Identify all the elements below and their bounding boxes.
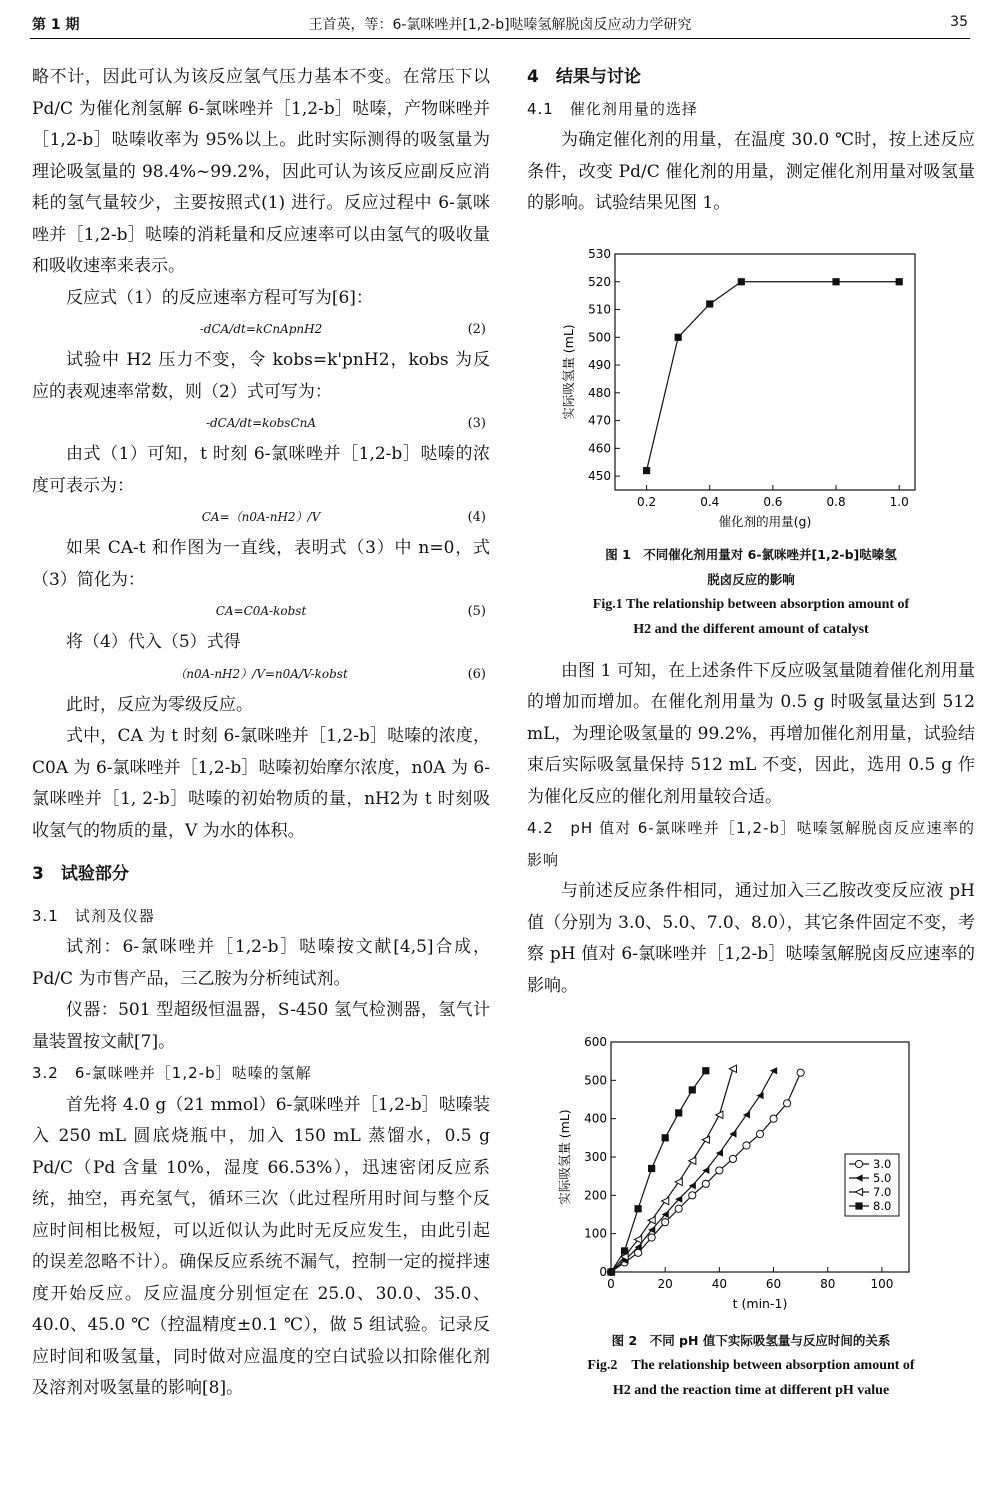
paragraph: 试验中 H2 压力不变，令 kobs=k'pnH2，kobs 为反应的表观速率常数，则（2）式可写为：: [32, 350, 490, 402]
data-point: [729, 1065, 736, 1072]
paragraph: 式中，CA 为 t 时刻 6-氯咪唑并［1,2-b］哒嗪的浓度，C0A 为 6-氯咪唑并［1,2-b］哒嗪初始摩尔浓度，n0A 为 6-氯咪唑并［1, 2-b］哒嗪的初始物质的量，nH2为 t 时刻吸收氢气的物质的量，V 为水的体积。: [32, 726, 490, 841]
data-point: [662, 1219, 669, 1226]
x-tick-label: 100: [870, 1277, 894, 1291]
paragraph: 与前述反应条件相同，通过加入三乙胺改变反应液 pH 值（分别为 3.0、5.0、7.0、8.0），其它条件固定不变，考察 pH 值对 6-氯咪唑并［1,2-b］哒嗪氢解脱卤反应速率的影响。: [527, 881, 975, 996]
y-tick-label: 500: [584, 1073, 607, 1088]
data-point: [689, 1157, 696, 1164]
y-tick-label: 500: [588, 329, 611, 344]
equation-number: (6): [467, 666, 486, 682]
figure-2-chart: [527, 1032, 975, 1322]
equation-number: (3): [467, 416, 486, 431]
y-tick-label: 200: [584, 1188, 607, 1203]
series-line: [611, 1071, 706, 1272]
data-point: [896, 278, 903, 285]
equation-number: (2): [467, 322, 486, 337]
y-tick-label: 450: [588, 468, 611, 483]
y-tick-label: 530: [588, 246, 611, 261]
data-point: [675, 1109, 682, 1116]
figure-2-caption: [527, 1328, 975, 1403]
legend-label: 8.0: [873, 1199, 892, 1213]
data-point: [662, 1134, 669, 1141]
data-point: [675, 333, 682, 340]
equation-text: -dCA/dt=kCnApnH2: [199, 322, 323, 336]
equation-5: [32, 596, 490, 627]
right-column: [527, 62, 975, 1403]
equation-4: [32, 502, 490, 533]
y-tick-label: 600: [584, 1035, 607, 1049]
subsection-heading: 4.1 催化剂用量的选择: [527, 99, 698, 118]
x-tick-label: 40: [711, 1277, 728, 1291]
section-heading: 3 试验部分: [32, 864, 129, 884]
data-point: [756, 1092, 763, 1099]
y-tick-label: 480: [588, 385, 611, 400]
legend-label: 3.0: [873, 1157, 892, 1171]
issue-number: 第 1 期: [32, 17, 80, 33]
subsection-heading: 3.1 试剂及仪器: [32, 906, 155, 925]
data-point: [743, 1142, 750, 1149]
data-point: [643, 466, 650, 473]
y-axis-label: 实际吸氢量 (mL): [561, 323, 576, 420]
data-point: [743, 1111, 750, 1118]
series-line: [647, 281, 900, 470]
y-tick-label: 510: [588, 302, 611, 317]
figure-1-caption: [527, 542, 975, 642]
series-line: [611, 1069, 733, 1272]
y-tick-label: 0: [599, 1265, 607, 1279]
x-tick-label: 0.4: [700, 494, 720, 509]
caption-line: Fig.2 The relationship between absorption amount of: [587, 1358, 915, 1373]
data-point: [832, 278, 839, 285]
section-heading: 4 结果与讨论: [527, 67, 641, 87]
data-point: [662, 1197, 669, 1204]
data-point: [689, 1192, 696, 1199]
paragraph: 略不计，因此可认为该反应氢气压力基本不变。在常压下以 Pd/C 为催化剂氢解 6-氯咪唑并［1,2-b］哒嗪，产物咪唑并［1,2-b］哒嗪收率为 95%以上。此时实际测得的吸氢量为理论吸氢量的 98.4%~99.2%，因此可认为该反应副反应消耗的氢气量较少，主要按照式(1) 进行。反应过程中 6-氯咪唑并［1,2-b］哒嗪的消耗量和反应速率可以由氢气的吸收量和吸收速率来表示。: [32, 67, 490, 276]
equation-number: (4): [467, 510, 486, 525]
figure-1-chart: [527, 242, 975, 542]
x-tick-label: 0.6: [763, 494, 783, 509]
x-tick-label: 80: [820, 1277, 836, 1291]
caption-line: 脱卤反应的影响: [707, 571, 795, 587]
data-point: [706, 300, 713, 307]
x-tick-label: 60: [765, 1277, 782, 1291]
data-point: [702, 1067, 709, 1074]
data-point: [797, 1069, 804, 1076]
data-point: [702, 1180, 709, 1187]
paragraph: 为确定催化剂的用量，在温度 30.0 ℃时，按上述反应条件，改变 Pd/C 催化剂的用量，测定催化剂用量对吸氢量的影响。试验结果见图 1。: [527, 130, 975, 213]
y-tick-label: 300: [584, 1150, 607, 1164]
data-point: [756, 1130, 763, 1137]
caption-line: Fig.1 The relationship between absorption amount of: [592, 596, 910, 612]
paragraph: 将（4）代入（5）式得: [66, 632, 241, 652]
data-point: [689, 1086, 696, 1093]
y-tick-label: 490: [588, 357, 611, 372]
equation-text: CA=（n0A-nH2）/V: [201, 510, 321, 524]
data-point: [729, 1155, 736, 1162]
equation-2: [32, 314, 490, 345]
x-tick-label: 0.2: [637, 494, 657, 509]
series-line: [611, 1071, 774, 1272]
data-point: [783, 1100, 790, 1107]
y-tick-label: 460: [588, 440, 611, 455]
page-header: [30, 12, 970, 39]
y-tick-label: 520: [588, 274, 611, 289]
data-point: [648, 1217, 655, 1224]
x-tick-label: 1.0: [889, 494, 909, 509]
legend-label: 5.0: [873, 1171, 892, 1185]
y-tick-label: 400: [584, 1111, 607, 1126]
paragraph: 首先将 4.0 g（21 mmol）6-氯咪唑并［1,2-b］哒嗪装入 250 mL 圆底烧瓶中，加入 150 mL 蒸馏水，0.5 g Pd/C（Pd 含量 10%，湿度 66.53%），迅速密闭反应系统，抽空，再充氢气，循环三次（此过程所用时间与整个反应时间相比极短，可以近似认为此时无反应发生，由此引起的误差忽略不计）。确保反应系统不漏气，控制一定的搅拌速度开始反应。反应温度分别恒定在 25.0、30.0、35.0、40.0、45.0 ℃（控温精度±0.1 ℃），做 5 组试验。记录反应时间和吸氢量，同时做对应温度的空白试验以扣除催化剂及溶剂对吸氢量的影响[8]。: [32, 1094, 490, 1398]
data-point: [738, 278, 745, 285]
page-number: 35: [950, 14, 968, 30]
subsection-heading: 4.2 pH 值对 6-氯咪唑并［1,2-b］哒嗪氢解脱卤反应速率的影响: [527, 819, 975, 869]
paragraph: 由图 1 可知，在上述条件下反应吸氢量随着催化剂用量的增加而增加。在催化剂用量为 0.5 g 时吸氢量达到 512 mL，为理论吸氢量的 99.2%，再增加催化剂用量，试验结束后实际吸氢量保持 512 mL 不变，因此，选用 0.5 g 作为催化反应的催化剂用量较合适。: [527, 660, 975, 807]
x-tick-label: 0: [607, 1277, 615, 1291]
data-point: [855, 1160, 862, 1167]
caption-line: 图 2 不同 pH 值下实际吸氢量与反应时间的关系: [611, 1333, 891, 1348]
x-tick-label: 20: [657, 1277, 673, 1291]
y-tick-label: 470: [588, 413, 611, 428]
subsection-heading: 3.2 6-氯咪唑并［1,2-b］哒嗪的氢解: [32, 1064, 312, 1082]
equation-text: （n0A-nH2）/V=n0A/V-kobst: [174, 666, 348, 681]
data-point: [607, 1268, 614, 1275]
caption-line: 图 1 不同催化剂用量对 6-氯咪唑并[1,2-b]哒嗪氢: [605, 546, 897, 562]
data-point: [716, 1167, 723, 1174]
y-axis-label: 实际吸氢量 (mL): [557, 1109, 572, 1205]
running-title: 王首英，等：6-氯咪唑并[1,2-b]哒嗪氢解脱卤反应动力学研究: [308, 17, 692, 33]
x-axis-label: t (min-1): [732, 1296, 788, 1311]
data-point: [729, 1130, 736, 1137]
x-axis-label: 催化剂的用量(g): [718, 513, 812, 529]
data-point: [634, 1205, 641, 1212]
data-point: [675, 1178, 682, 1185]
data-point: [770, 1067, 777, 1074]
data-point: [648, 1165, 655, 1172]
x-tick-label: 0.8: [826, 494, 846, 509]
paragraph: 试剂：6-氯咪唑并［1,2-b］哒嗪按文献[4,5]合成，Pd/C 为市售产品，三乙胺为分析纯试剂。: [32, 937, 490, 989]
data-point: [770, 1115, 777, 1122]
data-point: [716, 1111, 723, 1118]
caption-line: H2 and the different amount of catalyst: [633, 621, 869, 637]
equation-text: CA=C0A-kobst: [215, 604, 307, 618]
paragraph: 由式（1）可知，t 时刻 6-氯咪唑并［1,2-b］哒嗪的浓度可表示为：: [32, 444, 490, 496]
equation-3: [32, 408, 490, 439]
caption-line: H2 and the reaction time at different pH value: [612, 1383, 890, 1398]
figure-2: [527, 1032, 975, 1322]
left-column: [32, 62, 490, 1405]
paragraph: 如果 CA-t 和作图为一直线，表明式（3）中 n=0，式（3）简化为：: [32, 538, 490, 590]
data-point: [855, 1202, 862, 1209]
data-point: [702, 1136, 709, 1143]
paragraph: 反应式（1）的反应速率方程可写为[6]：: [66, 287, 373, 308]
paragraph: 仪器：501 型超级恒温器，S-450 氢气检测器，氢气计量装置按文献[7]。: [32, 1000, 490, 1052]
data-point: [648, 1234, 655, 1241]
equation-number: (5): [467, 604, 486, 619]
paragraph: 此时，反应为零级反应。: [66, 694, 253, 715]
y-tick-label: 100: [584, 1226, 607, 1241]
figure-1: [527, 242, 975, 542]
data-point: [621, 1247, 628, 1254]
plot-frame: [615, 254, 915, 490]
data-point: [675, 1205, 682, 1212]
equation-6: [32, 659, 490, 690]
equation-text: -dCA/dt=kobsCnA: [205, 416, 317, 430]
legend-label: 7.0: [873, 1185, 892, 1199]
